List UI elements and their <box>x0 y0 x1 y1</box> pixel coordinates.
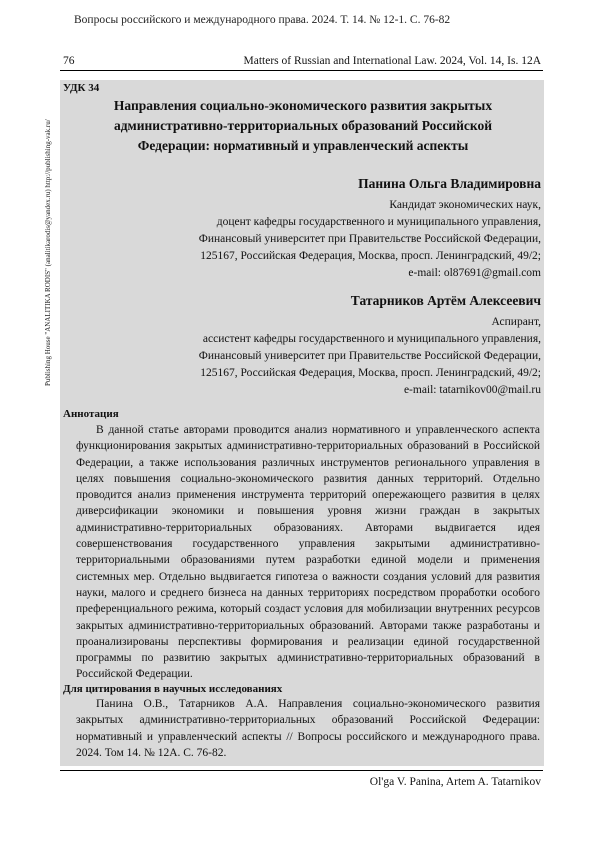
affiliation-line: Финансовый университет при Правительстве Российской Федерации, <box>198 350 541 362</box>
citation-heading: Для цитирования в научных исследованиях <box>63 683 283 695</box>
article-title <box>78 96 528 156</box>
affiliation-line: ассистент кафедры государственного и муниципального управления, <box>202 333 541 345</box>
publisher-side-text: Publishing House "ANALITIKA RODIS" (analitikarodis@yandex.ru) http://publishing-vak.ru/ <box>44 119 52 386</box>
journal-header-en: Matters of Russian and International Law. 2024, Vol. 14, Is. 12A <box>243 55 541 67</box>
author-name-1: Панина Ольга Владимировна <box>358 176 541 191</box>
affiliation-line: Финансовый университет при Правительстве Российской Федерации, <box>198 233 541 245</box>
title-line: Федерации: нормативный и управленческий аспекты <box>137 138 469 153</box>
title-line: административно-территориальных образований Российской <box>113 118 493 133</box>
journal-header-ru: Вопросы российского и международного права. 2024. Т. 14. № 12-1. С. 76-82 <box>74 14 451 26</box>
udk-code: УДК 34 <box>63 82 100 94</box>
author-affiliation-1 <box>199 197 541 282</box>
abstract-text: В данной статье авторами проводится анализ нормативного и управленческого аспекта функционирования закрытых административно-территориальных образований в Российской Федерации, а также использования различных инструментов регионального управления в целях повышения социально-экономического развития данных территорий. Отдельно проводится анализ применения инструмента территорий опережающего развития в целях диверсификации экономики и повышения уровня жизни граждан в закрытых административно-территориальных образованиях. Авторами выдвигается идея совершенствования государственного управления закрытыми административно-территориальными образованиями путем разработки единой модели и применения системных мер. Отдельно выдвигается гипотеза о важности создания условий для развития науки, малого и среднего бизнеса на данных территориях посредством проработки особого преференциального режима, который создаст условия для мобилизации внутренних ресурсов закрытых административно-территориальных образований. Авторами также разработаны и проанализированы перспективы формирования и реализации единой государственной программы по развитию закрытых административно-территориальных образований в Российской Федерации. <box>76 424 540 681</box>
header-divider <box>60 70 543 71</box>
abstract-heading: Аннотация <box>63 408 119 420</box>
author-email[interactable]: e-mail: ol87691@gmail.com <box>408 267 541 279</box>
page-number: 76 <box>63 55 75 67</box>
affiliation-line: 125167, Российская Федерация, Москва, просп. Ленинградский, 49/2; <box>200 250 541 262</box>
title-line: Направления социально-экономического развития закрытых <box>113 98 493 113</box>
author-name-2: Татарников Артём Алексеевич <box>350 293 541 308</box>
citation-text: Панина О.В., Татарников А.А. Направления социально-экономического развития закрытых административно-территориальных образований Российской Федерации: нормативный и управленческий аспекты // Вопросы российского и международного права. 2024. Том 14. № 12А. С. 76-82. <box>76 698 540 759</box>
author-affiliation-2 <box>199 314 541 399</box>
footer-authors: Ol'ga V. Panina, Artem A. Tatarnikov <box>369 776 541 788</box>
author-email[interactable]: e-mail: tatarnikov00@mail.ru <box>403 384 541 396</box>
affiliation-line: Кандидат экономических наук, <box>389 199 541 211</box>
affiliation-line: 125167, Российская Федерация, Москва, просп. Ленинградский, 49/2; <box>200 367 541 379</box>
affiliation-line: доцент кафедры государственного и муниципального управления, <box>216 216 541 228</box>
affiliation-line: Аспирант, <box>491 316 541 328</box>
footer-divider <box>60 770 543 771</box>
